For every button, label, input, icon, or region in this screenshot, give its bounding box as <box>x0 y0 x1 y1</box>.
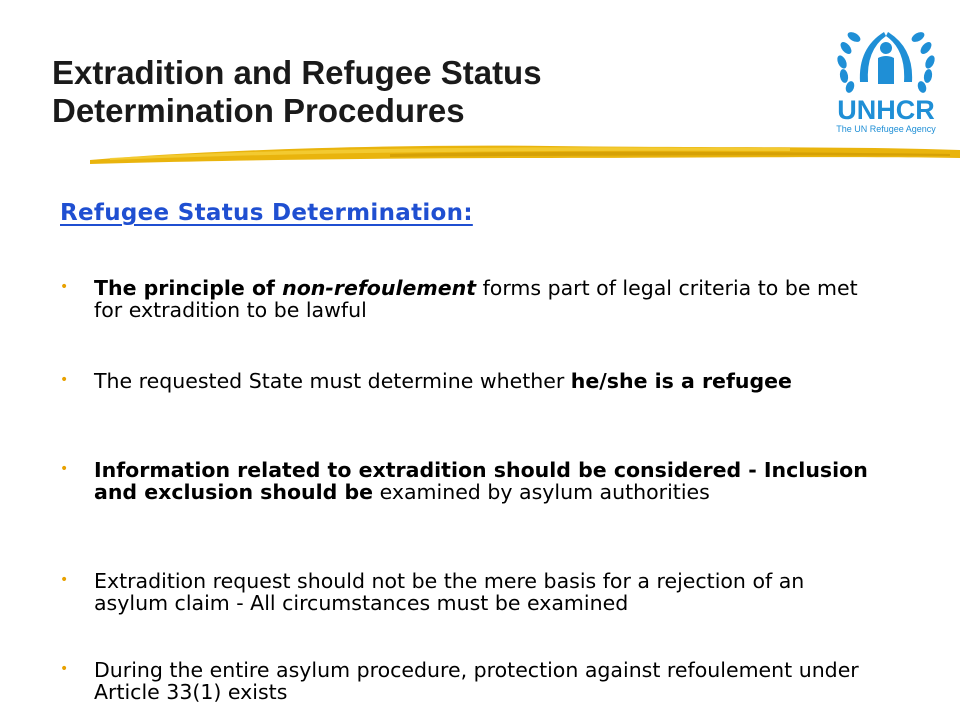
bullet-dot-icon: • <box>60 372 69 388</box>
unhcr-logo <box>824 18 948 136</box>
bullet-item <box>58 370 792 392</box>
bullet-item <box>58 659 878 703</box>
bullet-list <box>58 276 878 704</box>
bullet-text-run: The principle of <box>94 276 283 300</box>
gold-brush-divider <box>90 136 960 176</box>
bullet-text <box>94 569 804 615</box>
bullet-text-run: examined by asylum authorities <box>373 480 710 504</box>
unhcr-emblem-icon <box>824 18 948 136</box>
bullet-dot-icon: • <box>60 461 69 477</box>
slide-title <box>52 54 772 130</box>
bullet-text <box>94 658 859 704</box>
bullet-text-run: non-refoulement <box>282 276 477 300</box>
bullet-text-run: During the entire asylum procedure, protection against refoulement under Article 33(1) exists <box>94 658 859 704</box>
bullet-dot-icon: • <box>60 661 69 677</box>
bullet-text-run: he/she is a refugee <box>570 369 792 393</box>
bullet-text <box>94 458 868 504</box>
logo-wordmark: UNHCR <box>837 95 935 125</box>
section-subheading: Refugee Status Determination: <box>60 200 473 226</box>
bullet-text-run: Extradition request should not be the mere basis for a rejection of an asylum claim - All circumstances must be examined <box>94 569 805 615</box>
slide-title-line2: Determination Procedures <box>52 92 465 129</box>
bullet-text <box>94 276 858 322</box>
bullet-item <box>58 459 878 503</box>
bullet-item <box>58 570 878 614</box>
slide-title-line1: Extradition and Refugee Status <box>52 54 542 91</box>
logo-tagline: The UN Refugee Agency <box>836 124 936 134</box>
bullet-dot-icon: • <box>60 279 69 295</box>
bullet-text-run: forms part of legal criteria to be met for extradition to be lawful <box>94 276 858 322</box>
bullet-text-run: The requested State must determine whether <box>94 369 571 393</box>
bullet-text <box>94 369 792 393</box>
bullet-item <box>58 277 878 321</box>
bullet-dot-icon: • <box>60 572 69 588</box>
bullet-text-run: Information related to extradition should be considered - Inclusion and exclusion should be <box>94 458 868 504</box>
